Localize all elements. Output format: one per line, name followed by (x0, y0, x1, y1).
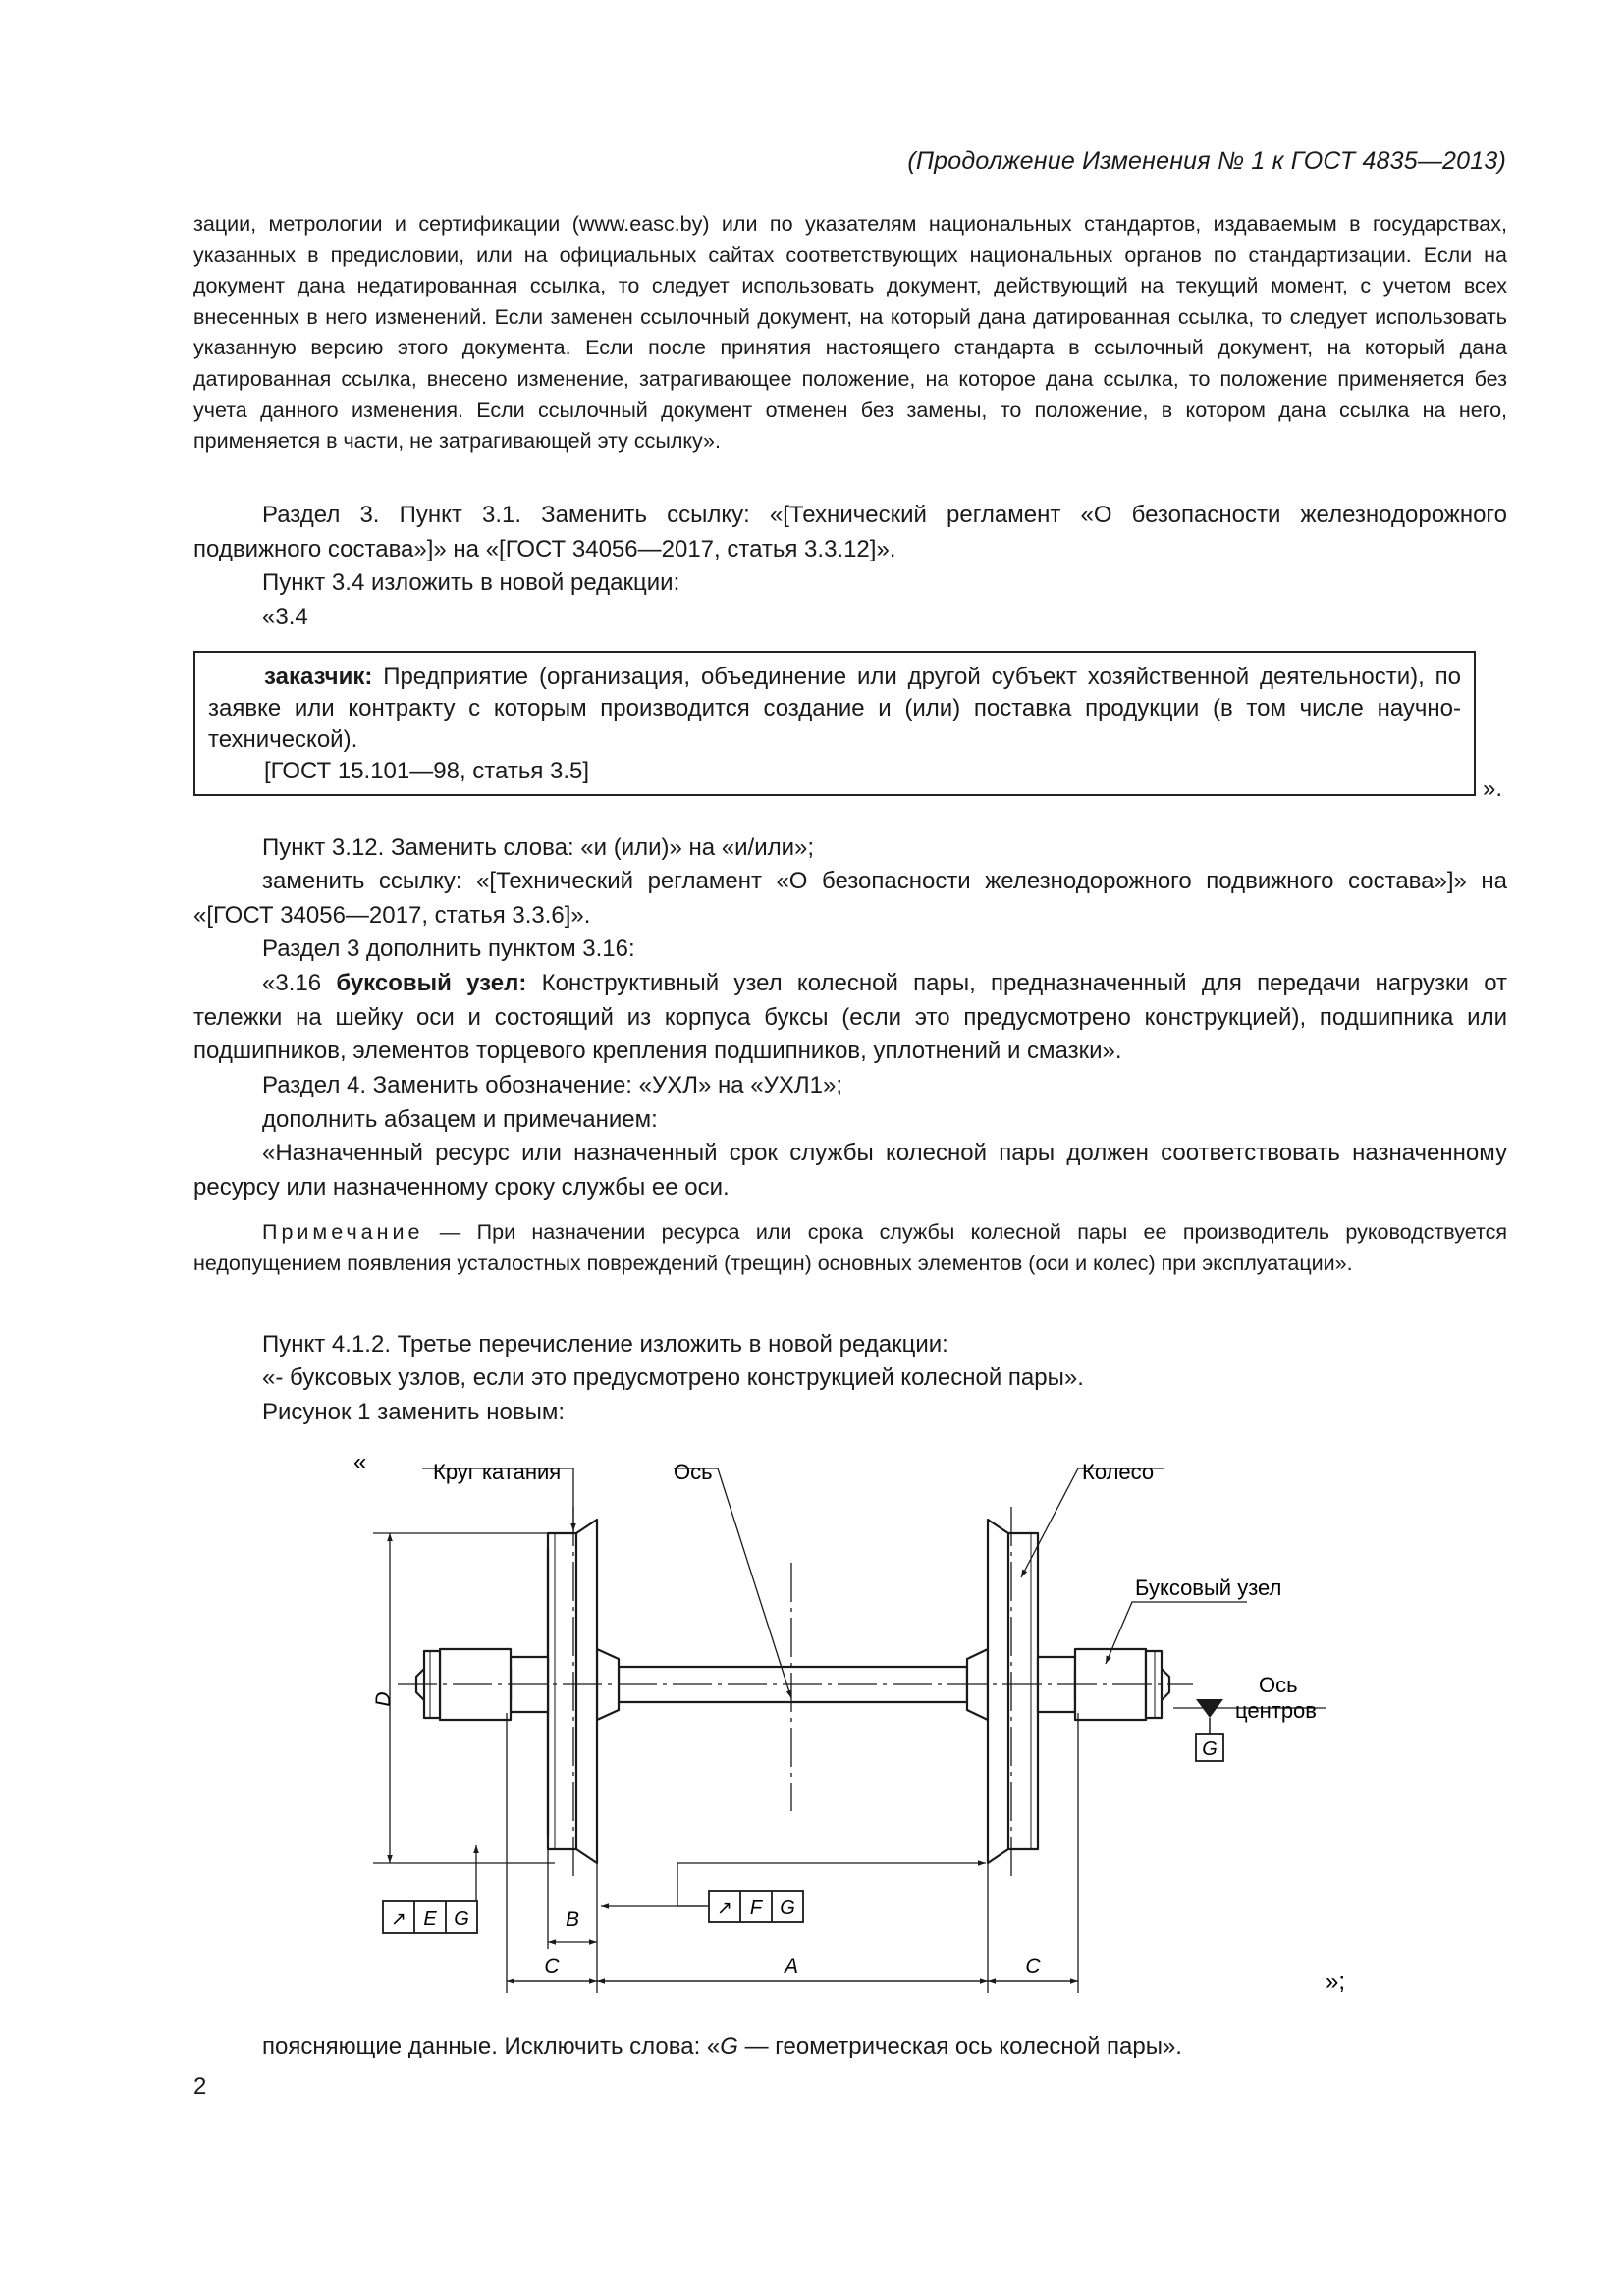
running-header: (Продолжение Изменения № 1 к ГОСТ 4835—2013) (907, 147, 1506, 175)
note-paragraph (193, 1217, 1507, 1279)
runout-icon: ↗ (391, 1909, 406, 1930)
closing-suffix: — геометрическая ось колесной пары». (737, 2033, 1182, 2059)
tolerance-frame-fg (709, 1891, 803, 1922)
note-text: — При назначении ресурса или срока службы колесной пары ее производитель руководствуется недопущением появления усталостных повреждений (трещин) основных элементов (оси и колес) при эксплуатации». (193, 1220, 1507, 1275)
term-definition: Предприятие (организация, объединение или другой субъект хозяйственной деятельности), по заявке или контракту с которым производится создание и (или) поставка продукции (в том числе научно-технической). (208, 664, 1461, 753)
term-box (193, 651, 1476, 796)
label-axle: Ось (674, 1460, 713, 1484)
figure-intro: Рисунок 1 заменить новым: (262, 1399, 565, 1425)
label-wheel: Колесо (1082, 1460, 1155, 1484)
section4-c: «Назначенный ресурс или назначенный срок службы колесной пары должен соответствовать назначенному ресурсу или назначенному сроку службы ее оси. (193, 1140, 1507, 1201)
dim-B: B (565, 1908, 580, 1931)
closing-italic: G (720, 2033, 738, 2059)
dim-C-left: C (544, 1955, 560, 1978)
intro-paragraph: зации, метрологии и сертификации (www.easc.by) или по указателям национальных стандартов, издаваемым в государствах, указанных в предисловии, или на официальных сайтах соответствующих национальных органов по стандартизации. Если на документ дана недатированная ссылка, то следует использовать документ, действующий на текущий момент, с учетом всех внесенных в него изменений. Если заменен ссылочный документ, на который дана датированная ссылка, то следует использовать указанную версию этого документа. Если после принятия настоящего стандарта в ссылочный документ, на который дана датированная ссылка, внесено изменение, затрагивающее положение, на которое дана ссылка, то положение применяется без учета данного изменения. Если ссылочный документ отменен без замены, то положение, в котором дана ссылка на него, применяется в части, не затрагивающей эту ссылку». (193, 212, 1507, 454)
section3-item-3-4: Пункт 3.4 изложить в новой редакции: (262, 569, 680, 596)
tolerance-cell: F (749, 1897, 763, 1919)
tolerance-cell: G (780, 1897, 795, 1919)
figure-open-quote: « (353, 1449, 367, 1475)
dim-A: A (784, 1955, 799, 1978)
tolerance-cell: G (454, 1908, 469, 1930)
label-axis-of-centers-1: Ось (1259, 1673, 1298, 1697)
term-source: [ГОСТ 15.101—98, статья 3.5] (264, 758, 590, 784)
runout-icon: ↗ (717, 1898, 732, 1919)
label-axle-box: Буксовый узел (1135, 1575, 1282, 1600)
item-3-16-number: «3.16 (262, 970, 337, 996)
dim-D: D (372, 1691, 395, 1707)
section3-item-3-1: Раздел 3. Пункт 3.1. Заменить ссылку: «[Технический регламент «О безопасности железнодорожного подвижного состава»]» на «[ГОСТ 34056—2017, статья 3.3.12]». (193, 502, 1507, 562)
item-3-16-definition (193, 967, 1507, 1069)
term-customer: заказчик: (264, 664, 373, 690)
label-rolling-circle: Круг катания (433, 1460, 562, 1484)
note-label: Примечание (262, 1220, 424, 1244)
closing-line (262, 2030, 1182, 2064)
dim-C-right: C (1025, 1955, 1041, 1978)
item-4-1-2-b: «- буксовых узлов, если это предусмотрено конструкцией колесной пары». (262, 1364, 1084, 1391)
item-3-16-intro: Раздел 3 дополнить пунктом 3.16: (262, 935, 635, 962)
item-3-16-text: Конструктивный узел колесной пары, предназначенный для передачи нагрузки от тележки на шейку оси и состоящий из корпуса буксы (если это предусмотрено конструкцией), подшипника или подшипников, элементов торцевого крепления подшипников, уплотнений и смазки». (193, 970, 1508, 1064)
item-3-12-b: заменить ссылку: «[Технический регламент «О безопасности железнодорожного подвижного состава»]» на «[ГОСТ 34056—2017, статья 3.3.6]». (193, 868, 1507, 929)
item-3-12-a: Пункт 3.12. Заменить слова: «и (или)» на «и/или»; (262, 834, 815, 861)
closing-prefix: поясняющие данные. Исключить слова: « (262, 2033, 721, 2059)
tolerance-frame-eg (383, 1901, 477, 1933)
term-box-closing: ». (1483, 775, 1503, 802)
label-axis-of-centers-2: центров (1235, 1698, 1317, 1723)
wheel-right (988, 1520, 1038, 1863)
wheelset-drawing (0, 1433, 1624, 2012)
term-axle-box: буксовый узел: (336, 970, 527, 996)
tolerance-cell: E (423, 1908, 437, 1930)
datum-label: G (1202, 1738, 1218, 1760)
page-number: 2 (193, 2073, 207, 2100)
section4-b: дополнить абзацем и примечанием: (262, 1106, 658, 1133)
figure-close-quote: »; (1326, 1968, 1346, 1995)
quote-3-4: «3.4 (262, 604, 308, 630)
item-4-1-2-a: Пункт 4.1.2. Третье перечисление изложить в новой редакции: (262, 1331, 948, 1358)
section4-a: Раздел 4. Заменить обозначение: «УХЛ» на «УХЛ1»; (262, 1072, 842, 1098)
